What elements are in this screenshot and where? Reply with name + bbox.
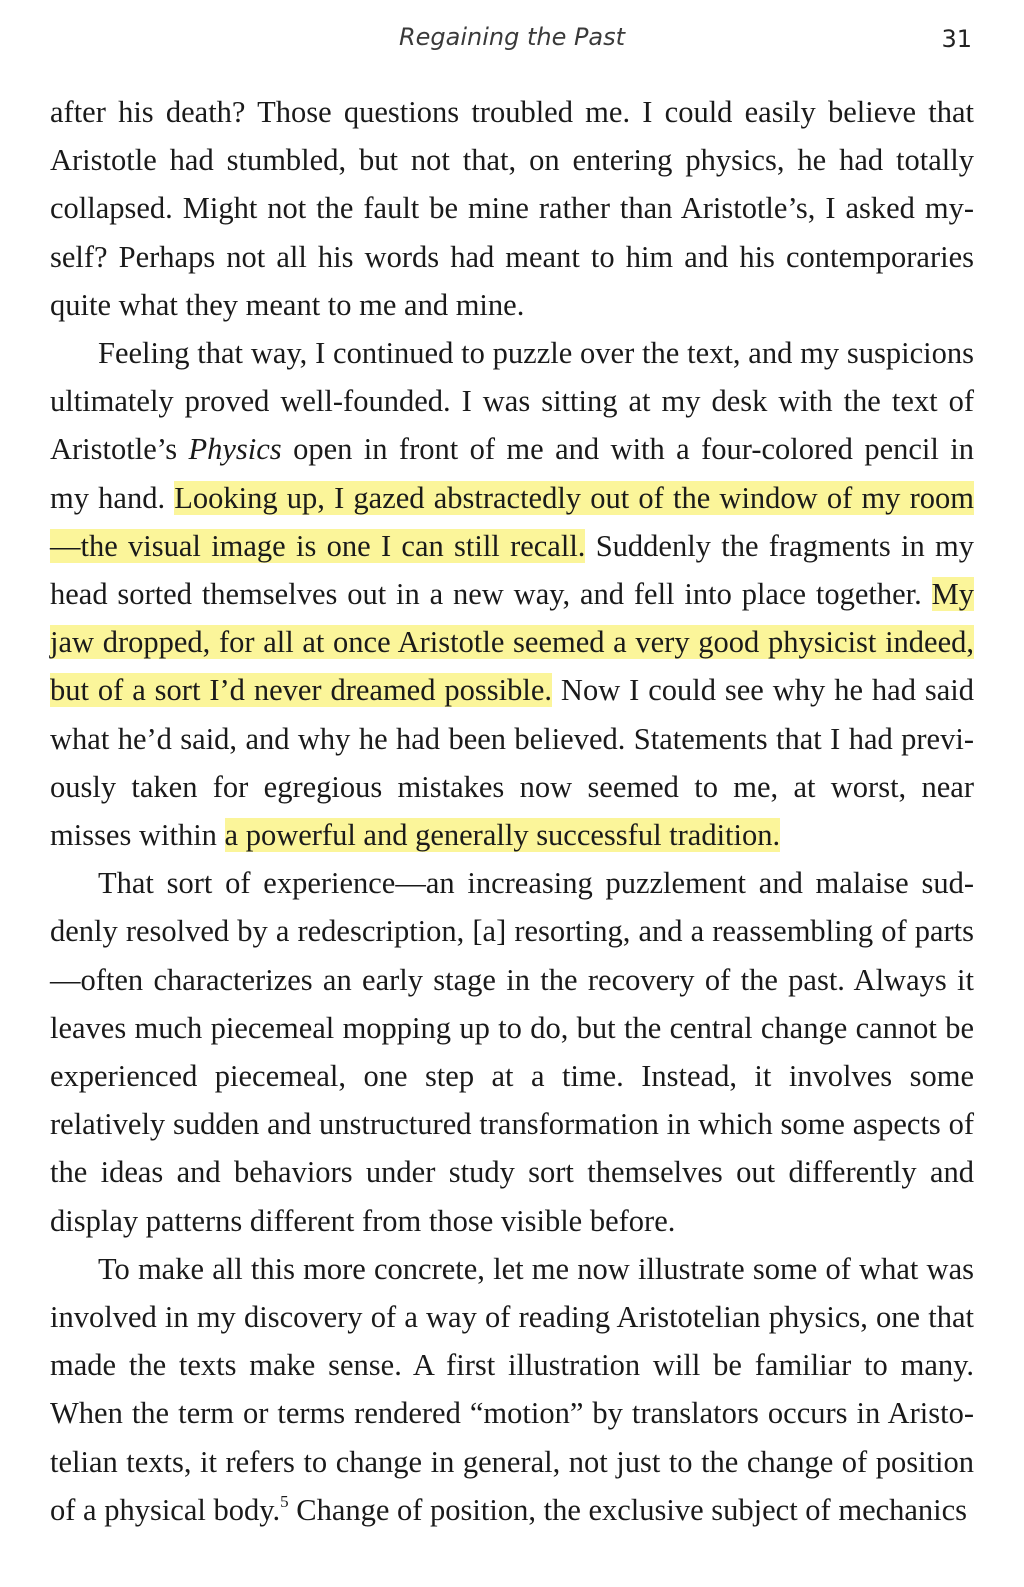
running-title: Regaining the Past [398,23,626,51]
paragraph-text: open in front of me and with a four-colored pencil in my hand. [50,432,974,515]
book-title-physics: Physics [188,432,282,467]
paragraph-text: Now I could see why he had said what he’d said, and why he had been believed. Statements that I had previously taken for egregious mistakes now seemed to me, at worst, near misses within [50,673,974,853]
paragraph-text: Feeling that way, I continued to puzzle over the text, and my suspicions ultimately proved well-founded. I was sitting at my desk with the text of Aristotle’s [50,336,974,467]
body-text [50,88,974,1534]
highlight-1[interactable]: Looking up, I gazed abstractedly out of the window of my room—the visual image is one I can still recall. [50,480,974,563]
paragraph-4 [50,1245,974,1534]
page-number: 31 [941,25,972,53]
paragraph-text: That sort of experience—an increasing puzzlement and malaise suddenly resolved by a redescription, [a] resorting, and a reassembling of parts—often characterizes an early stage in the recovery of the past. Always it leaves much piecemeal mopping up to do, but the central change cannot be experienced piecemeal, one step at a time. Instead, it involves some relatively sudden and unstructured transformation in which some aspects of the ideas and behaviors under study sort themselves out differently and display patterns different from those visible before. [50,866,974,1238]
paragraph-text: Change of position, the exclusive subject of mechanics [288,1492,968,1527]
paragraph-3 [50,859,974,1245]
paragraph-text: after his death? Those questions troubled me. I could easily believe that Aristotle had stumbled, but not that, on entering physics, he had totally collapsed. Might not the fault be mine rather than Aristotle’s, I asked myself? Perhaps not all his words had meant to him and his contemporaries quite what they meant to me and mine. [50,95,974,322]
paragraph-text: Suddenly the fragments in my head sorted themselves out in a new way, and fell into place together. [50,528,975,612]
paragraph-2 [50,329,974,859]
paragraph-text: To make all this more concrete, let me now illustrate some of what was involved in my discovery of a way of reading Aristotelian physics, one that made the texts make sense. A first illustration will be familiar to many. When the term or terms rendered “motion” by translators occurs in Aristotelian texts, it refers to change in general, not just to the change of position of a physical body. [50,1251,974,1527]
running-head [50,20,974,54]
highlight-2[interactable]: My jaw dropped, for all at once Aristotle seemed a very good physicist indeed, but of a sort I’d never dreamed possible. [50,577,974,708]
paragraph-1 [50,88,974,329]
highlight-3[interactable]: a powerful and generally successful tradition. [224,818,781,853]
footnote-ref[interactable]: 5 [280,1491,289,1511]
